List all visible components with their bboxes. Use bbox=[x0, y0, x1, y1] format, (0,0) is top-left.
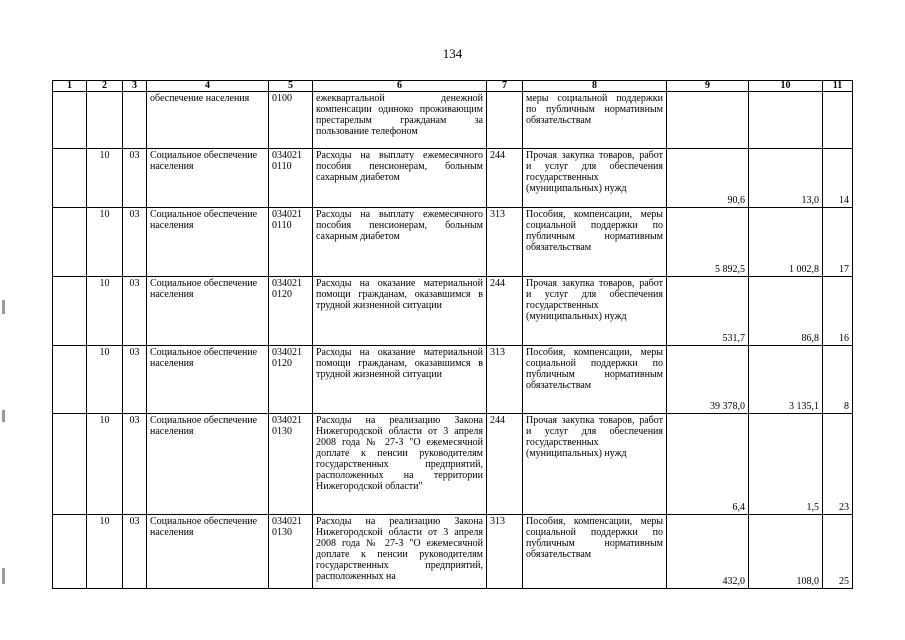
cell-target-code: 034021 0110 bbox=[269, 149, 313, 208]
cell-expense-name: меры социальной поддержки по публичным нормативным обязательствам bbox=[523, 92, 667, 149]
cell-description: ежеквартальной денежной компенсации одиноко проживающим престарелым гражданам за пользование телефоном bbox=[313, 92, 487, 149]
header-cell: 1 bbox=[53, 81, 87, 92]
cell-section-name: Социальное обеспечение населения bbox=[147, 208, 269, 277]
cell-amount-10: 13,0 bbox=[749, 149, 823, 208]
cell-expense-name: Пособия, компенсации, меры социальной поддержки по публичным нормативным обязательствам bbox=[523, 515, 667, 589]
table-row bbox=[53, 346, 853, 414]
cell-expense-type: 244 bbox=[487, 414, 523, 515]
scan-margin-mark bbox=[2, 300, 5, 314]
cell-target-code: 034021 0130 bbox=[269, 515, 313, 589]
cell-col1 bbox=[53, 515, 87, 589]
cell-col1 bbox=[53, 149, 87, 208]
cell-subsection bbox=[123, 92, 147, 149]
header-cell: 6 bbox=[313, 81, 487, 92]
header-row bbox=[53, 81, 853, 92]
cell-description-text: Расходы на реализацию Закона Нижегородской области от 3 апреля 2008 года № 27-З "О ежемесячной доплате к пенсии руководителям государственных предприятий, расположенных на bbox=[316, 516, 483, 582]
cell-section: 10 bbox=[87, 346, 123, 414]
cell-expense-type: 244 bbox=[487, 277, 523, 346]
cell-amount-9: 531,7 bbox=[667, 277, 749, 346]
cell-description: Расходы на выплату ежемесячного пособия пенсионерам, больным сахарным диабетом bbox=[313, 208, 487, 277]
header-cell: 5 bbox=[269, 81, 313, 92]
cell-section: 10 bbox=[87, 208, 123, 277]
cell-col11: 16 bbox=[823, 277, 853, 346]
cell-expense-name: Пособия, компенсации, меры социальной поддержки по публичным нормативным обязательствам bbox=[523, 208, 667, 277]
cell-subsection: 03 bbox=[123, 346, 147, 414]
cell-expense-name: Пособия, компенсации, меры социальной поддержки по публичным нормативным обязательствам bbox=[523, 346, 667, 414]
cell-amount-9: 90,6 bbox=[667, 149, 749, 208]
table-row bbox=[53, 149, 853, 208]
cell-section-name: Социальное обеспечение населения bbox=[147, 149, 269, 208]
cell-amount-10: 1 002,8 bbox=[749, 208, 823, 277]
cell-subsection: 03 bbox=[123, 515, 147, 589]
cell-expense-type bbox=[487, 92, 523, 149]
scan-margin-mark bbox=[2, 410, 5, 422]
cell-expense-name: Прочая закупка товаров, работ и услуг для обеспечения государственных (муниципальных) нужд bbox=[523, 414, 667, 515]
cell-expense-name: Прочая закупка товаров, работ и услуг для обеспечения государственных (муниципальных) нужд bbox=[523, 149, 667, 208]
table-row bbox=[53, 208, 853, 277]
cell-col11: 14 bbox=[823, 149, 853, 208]
cell-target-code: 034021 0110 bbox=[269, 208, 313, 277]
cell-description: Расходы на выплату ежемесячного пособия пенсионерам, больным сахарным диабетом bbox=[313, 149, 487, 208]
cell-expense-type: 313 bbox=[487, 208, 523, 277]
cell-col1 bbox=[53, 414, 87, 515]
cell-amount-9: 432,0 bbox=[667, 515, 749, 589]
cell-section-name: Социальное обеспечение населения bbox=[147, 346, 269, 414]
table-row bbox=[53, 515, 853, 589]
cell-subsection: 03 bbox=[123, 414, 147, 515]
cell-expense-type: 313 bbox=[487, 346, 523, 414]
cell-section: 10 bbox=[87, 414, 123, 515]
cell-section: 10 bbox=[87, 149, 123, 208]
header-cell: 2 bbox=[87, 81, 123, 92]
cell-amount-9 bbox=[667, 92, 749, 149]
budget-table bbox=[52, 80, 853, 589]
cell-amount-9: 5 892,5 bbox=[667, 208, 749, 277]
cell-amount-10: 1,5 bbox=[749, 414, 823, 515]
cell-description bbox=[313, 515, 487, 589]
cell-section-name: Социальное обеспечение населения bbox=[147, 515, 269, 589]
header-cell: 10 bbox=[749, 81, 823, 92]
cell-section-name: Социальное обеспечение населения bbox=[147, 414, 269, 515]
cell-amount-10: 108,0 bbox=[749, 515, 823, 589]
header-cell: 9 bbox=[667, 81, 749, 92]
table-row bbox=[53, 92, 853, 149]
cell-target-code: 034021 0120 bbox=[269, 277, 313, 346]
page-number: 134 bbox=[442, 46, 463, 61]
cell-section: 10 bbox=[87, 515, 123, 589]
cell-section bbox=[87, 92, 123, 149]
table-row bbox=[53, 277, 853, 346]
cell-subsection: 03 bbox=[123, 149, 147, 208]
cell-col11: 23 bbox=[823, 414, 853, 515]
cell-description: Расходы на оказание материальной помощи гражданам, оказавшимся в трудной жизненной ситуации bbox=[313, 346, 487, 414]
cell-col11: 8 bbox=[823, 346, 853, 414]
cell-col1 bbox=[53, 92, 87, 149]
header-cell: 8 bbox=[523, 81, 667, 92]
cell-expense-type: 313 bbox=[487, 515, 523, 589]
cell-col11: 25 bbox=[823, 515, 853, 589]
header-cell: 11 bbox=[823, 81, 853, 92]
cell-description: Расходы на оказание материальной помощи гражданам, оказавшимся в трудной жизненной ситуации bbox=[313, 277, 487, 346]
cell-section-name: обеспечение населения bbox=[147, 92, 269, 149]
cell-target-code: 034021 0120 bbox=[269, 346, 313, 414]
cell-subsection: 03 bbox=[123, 277, 147, 346]
cell-section-name: Социальное обеспечение населения bbox=[147, 277, 269, 346]
cell-expense-type: 244 bbox=[487, 149, 523, 208]
cell-target-code: 0100 bbox=[269, 92, 313, 149]
cell-subsection: 03 bbox=[123, 208, 147, 277]
cell-amount-10: 86,8 bbox=[749, 277, 823, 346]
cell-amount-10: 3 135,1 bbox=[749, 346, 823, 414]
cell-amount-9: 6,4 bbox=[667, 414, 749, 515]
cell-col1 bbox=[53, 208, 87, 277]
cell-col1 bbox=[53, 346, 87, 414]
scan-margin-mark bbox=[2, 568, 5, 584]
cell-col11: 17 bbox=[823, 208, 853, 277]
cell-expense-name: Прочая закупка товаров, работ и услуг для обеспечения государственных (муниципальных) нужд bbox=[523, 277, 667, 346]
header-cell: 7 bbox=[487, 81, 523, 92]
cell-description: Расходы на реализацию Закона Нижегородской области от 3 апреля 2008 года № 27-З "О ежемесячной доплате к пенсии руководителям государственных предприятий, расположенных на территории Нижегородской области" bbox=[313, 414, 487, 515]
cell-section: 10 bbox=[87, 277, 123, 346]
cell-amount-10 bbox=[749, 92, 823, 149]
cell-target-code: 034021 0130 bbox=[269, 414, 313, 515]
header-cell: 4 bbox=[147, 81, 269, 92]
cell-col11 bbox=[823, 92, 853, 149]
cell-col1 bbox=[53, 277, 87, 346]
table-row bbox=[53, 414, 853, 515]
header-cell: 3 bbox=[123, 81, 147, 92]
cell-amount-9: 39 378,0 bbox=[667, 346, 749, 414]
